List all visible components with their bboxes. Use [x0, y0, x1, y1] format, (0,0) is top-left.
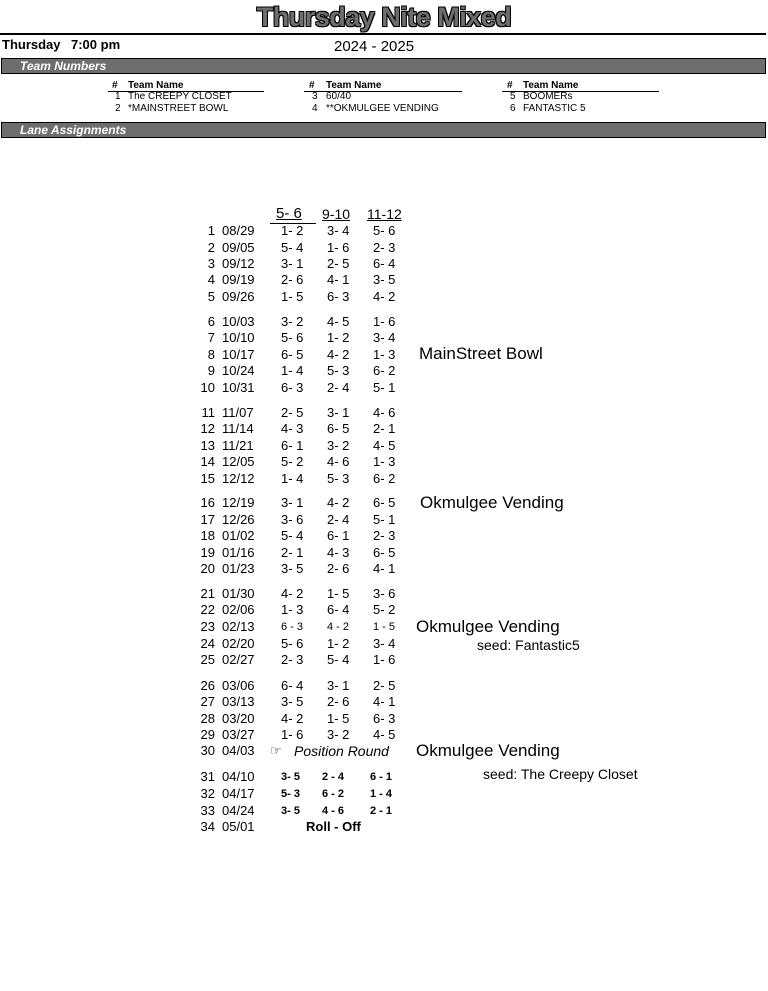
lane-assignments-bar: [1, 122, 766, 138]
team-name: BOOMERs: [523, 91, 573, 102]
lane-pairing: 1- 5: [327, 711, 350, 726]
pointing-hand-icon: ☞: [270, 743, 282, 758]
week-number: 5: [207, 289, 215, 304]
week-date: 04/03: [222, 743, 255, 758]
week-date: 03/27: [222, 727, 255, 742]
week-number: 3: [207, 256, 215, 271]
week-number: 24: [200, 636, 215, 651]
team-number: 4: [312, 103, 318, 114]
lane-pairing: 3- 6: [373, 586, 396, 601]
week-date: 10/03: [222, 314, 255, 329]
week-date: 12/05: [222, 454, 255, 469]
week-number: 22: [200, 602, 215, 617]
week-number: 1: [207, 223, 215, 238]
lane-pairing: 6- 4: [327, 602, 350, 617]
lane-pairing: 2- 1: [281, 545, 304, 560]
lane-pairing: 6- 5: [327, 421, 350, 436]
lane-pairing: 1- 6: [327, 240, 350, 255]
lane-pairing: 4- 2: [373, 289, 396, 304]
lane-pairing: 3- 2: [327, 727, 350, 742]
lane-pairing: 4 - 6: [322, 805, 345, 817]
lane-pairing: 4- 1: [373, 694, 396, 709]
week-number: 4: [207, 272, 215, 287]
lane-pairing: 5- 6: [373, 223, 396, 238]
week-date: 01/30: [222, 586, 255, 601]
week-date: 03/06: [222, 678, 255, 693]
lane-pairing: 3- 5: [281, 771, 300, 783]
week-number: 2: [207, 240, 215, 255]
team-name: *MAINSTREET BOWL: [128, 103, 229, 114]
lane-pairing: 4- 1: [327, 272, 350, 287]
league-time: 7:00 pm: [71, 37, 121, 52]
side-note: Okmulgee Vending: [420, 493, 564, 512]
lane-pairing: 4- 3: [327, 545, 350, 560]
lane-pairing: 6- 1: [281, 438, 304, 453]
week-number: 12: [200, 421, 215, 436]
lane-pairing: 6- 4: [281, 678, 304, 693]
week-date: 01/16: [222, 545, 255, 560]
lane-pairing: 5- 4: [281, 240, 304, 255]
lane-pairing: 6- 3: [327, 289, 350, 304]
seed-note: seed: The Creepy Closet: [483, 766, 638, 782]
week-date: 08/29: [222, 223, 255, 238]
week-number: 30: [200, 743, 215, 758]
lane-pairing: 3- 4: [327, 223, 350, 238]
week-number: 20: [200, 561, 215, 576]
week-number: 16: [200, 495, 215, 510]
lane-pairing: 3- 1: [327, 678, 350, 693]
week-date: 10/31: [222, 380, 255, 395]
week-number: 23: [200, 619, 215, 634]
team-number: 2: [115, 103, 121, 114]
week-number: 8: [207, 347, 215, 362]
header-rule: [0, 33, 766, 35]
week-date: 11/07: [222, 405, 254, 420]
team-number: 3: [312, 91, 318, 102]
lane-header: 11-12: [367, 206, 402, 222]
week-date: 09/12: [222, 256, 255, 271]
team-num-header: #: [507, 80, 513, 91]
team-number: 5: [510, 91, 516, 102]
lane-pairing: 2- 6: [327, 694, 350, 709]
lane-pairing: 6- 4: [373, 256, 396, 271]
lane-pairing: 5- 3: [327, 471, 350, 486]
lane-pairing: 1- 4: [281, 363, 304, 378]
lane-pairing: 3- 5: [281, 694, 304, 709]
week-number: 28: [200, 711, 215, 726]
week-number: 14: [200, 454, 215, 469]
lane-pairing: 1- 3: [281, 602, 304, 617]
week-date: 02/06: [222, 602, 255, 617]
week-date: 12/26: [222, 512, 255, 527]
week-date: 10/10: [222, 330, 255, 345]
side-note: Okmulgee Vending: [416, 741, 560, 760]
lane-pairing: 1- 3: [373, 347, 396, 362]
week-number: 7: [207, 330, 215, 345]
lane-pairing: 1- 4: [281, 471, 304, 486]
lane-pairing: 4- 2: [281, 586, 304, 601]
week-date: 05/01: [222, 819, 255, 834]
week-date: 02/13: [222, 619, 255, 634]
lane-pairing: 5- 1: [373, 512, 396, 527]
week-number: 27: [200, 694, 215, 709]
lane-pairing: 3- 5: [281, 561, 304, 576]
lane-pairing: 5- 2: [281, 454, 304, 469]
lane-pairing: 1- 5: [281, 289, 304, 304]
team-number: 1: [115, 91, 121, 102]
team-numbers-heading: Team Numbers: [20, 59, 107, 73]
week-date: 09/05: [222, 240, 255, 255]
lane-pairing: 2- 5: [327, 256, 350, 271]
lane-pairing: 5- 2: [373, 602, 396, 617]
week-number: 9: [207, 363, 215, 378]
lane-pairing: 2- 4: [327, 512, 350, 527]
lane-pairing: 1- 6: [373, 652, 396, 667]
lane-pairing: 2- 3: [373, 240, 396, 255]
team-numbers-bar: [1, 58, 766, 74]
lane-pairing: 4- 2: [281, 711, 304, 726]
lane-pairing: 5- 6: [281, 330, 304, 345]
week-date: 02/27: [222, 652, 255, 667]
seed-note: seed: Fantastic5: [477, 637, 580, 653]
week-number: 13: [200, 438, 215, 453]
week-number: 32: [200, 786, 215, 801]
week-number: 11: [201, 405, 215, 420]
week-number: 15: [200, 471, 215, 486]
week-date: 04/24: [222, 803, 255, 818]
week-number: 21: [200, 586, 215, 601]
lane-header: 5- 6: [276, 205, 302, 222]
lane-pairing: 4- 5: [327, 314, 350, 329]
lane-pairing: 2 - 1: [370, 805, 393, 817]
team-name: FANTASTIC 5: [523, 103, 586, 114]
lane-pairing: 6- 2: [373, 471, 396, 486]
team-name-header: Team Name: [326, 80, 382, 91]
lane-pairing: 1- 2: [281, 223, 304, 238]
lane-pairing: 1- 5: [327, 586, 350, 601]
lane-pairing: 6 - 2: [322, 788, 345, 800]
lane-pairing: 3- 4: [373, 636, 396, 651]
week-number: 33: [200, 803, 215, 818]
week-date: 11/21: [222, 438, 254, 453]
week-date: 10/24: [222, 363, 255, 378]
team-name: 60/40: [326, 91, 352, 102]
side-note: MainStreet Bowl: [419, 344, 543, 363]
team-name: The CREEPY CLOSET: [128, 91, 232, 102]
week-date: 02/20: [222, 636, 255, 651]
lane-pairing: 6- 1: [327, 528, 350, 543]
lane-pairing: 5- 3: [327, 363, 350, 378]
week-number: 17: [200, 512, 215, 527]
lane-pairing: 4- 5: [373, 438, 396, 453]
week-number: 31: [200, 769, 215, 784]
lane-pairing: 2- 5: [373, 678, 396, 693]
lane-pairing: 6- 5: [281, 347, 304, 362]
lane-pairing: 1- 6: [281, 727, 304, 742]
week-number: 29: [200, 727, 215, 742]
lane-pairing: 4- 1: [373, 561, 396, 576]
week-date: 03/20: [222, 711, 255, 726]
lane-pairing: 5- 4: [327, 652, 350, 667]
lane-pairing: 2- 6: [281, 272, 304, 287]
lane-pairing: 2 - 4: [322, 771, 345, 783]
lane-pairing: 4- 2: [327, 495, 350, 510]
lane-pairing: 5- 3: [281, 788, 300, 800]
lane-pairing: 2- 3: [281, 652, 304, 667]
week-number: 26: [200, 678, 215, 693]
lane-pairing: 3- 6: [281, 512, 304, 527]
lane-pairing: 6 - 1: [370, 771, 393, 783]
week-number: 6: [207, 314, 215, 329]
lane-pairing: 4- 5: [373, 727, 396, 742]
lane-header: 9-10: [322, 206, 351, 222]
lane-pairing: 6- 3: [281, 380, 304, 395]
lane-pairing: 3- 1: [281, 256, 304, 271]
lane-pairing: 4- 3: [281, 421, 304, 436]
lane-pairing: 6- 2: [373, 363, 396, 378]
league-title: Thursday Nite Mixed: [256, 2, 512, 32]
lane-pairing: 6- 5: [373, 545, 396, 560]
week-number: 19: [200, 545, 215, 560]
week-date: 01/02: [222, 528, 255, 543]
team-name: **OKMULGEE VENDING: [326, 103, 439, 114]
team-num-header: #: [112, 80, 118, 91]
lane-pairing: 2- 3: [373, 528, 396, 543]
lane-pairing: 5- 4: [281, 528, 304, 543]
lane-pairing: 1 - 5: [373, 621, 396, 633]
lane-pairing: 3- 5: [281, 805, 300, 817]
lane-pairing: 1- 2: [327, 636, 350, 651]
season-label: 2024 - 2025: [334, 38, 415, 55]
week-date: 09/26: [222, 289, 255, 304]
lane-pairing: 5- 1: [373, 380, 396, 395]
lane-pairing: 3- 2: [327, 438, 350, 453]
week-number: 10: [200, 380, 215, 395]
lane-pairing: 1- 2: [327, 330, 350, 345]
team-number: 6: [510, 103, 516, 114]
lane-pairing: 3- 4: [373, 330, 396, 345]
lane-pairing: 4- 2: [327, 347, 350, 362]
lane-pairing: 6- 5: [373, 495, 396, 510]
lane-assignments-heading: Lane Assignments: [20, 123, 127, 137]
week-date: 04/10: [222, 769, 255, 784]
week-number: 34: [200, 819, 215, 834]
lane-pairing: 2- 5: [281, 405, 304, 420]
team-name-header: Team Name: [523, 80, 579, 91]
lane-pairing: 1 - 4: [370, 788, 393, 800]
week-date: 03/13: [222, 694, 255, 709]
league-day: Thursday: [2, 37, 61, 52]
lane-pairing: 1- 3: [373, 454, 396, 469]
lane-pairing: 6- 3: [373, 711, 396, 726]
week-date: 01/23: [222, 561, 255, 576]
team-name-header: Team Name: [128, 80, 184, 91]
lane-pairing: 5- 6: [281, 636, 304, 651]
lane-pairing: 2- 1: [373, 421, 396, 436]
week-date: 12/19: [222, 495, 255, 510]
lane-pairing: 4- 6: [373, 405, 396, 420]
week-number: 18: [200, 528, 215, 543]
team-num-header: #: [309, 80, 315, 91]
side-note: Okmulgee Vending: [416, 617, 560, 636]
lane-pairing: 3- 1: [281, 495, 304, 510]
week-date: 11/14: [222, 421, 254, 436]
week-number: 25: [200, 652, 215, 667]
lane-pairing: 6 - 3: [281, 621, 304, 633]
lane-pairing: 3- 5: [373, 272, 396, 287]
lane-pairing: 4- 6: [327, 454, 350, 469]
roll-off-note: Roll - Off: [306, 819, 361, 834]
week-date: 04/17: [222, 786, 255, 801]
lane-pairing: 4 - 2: [327, 621, 350, 633]
week-date: 12/12: [222, 471, 255, 486]
week-date: 09/19: [222, 272, 255, 287]
position-round-note: Position Round: [294, 743, 389, 759]
lane-pairing: 3- 1: [327, 405, 350, 420]
lane-pairing: 2- 4: [327, 380, 350, 395]
lane-pairing: 1- 6: [373, 314, 396, 329]
week-date: 10/17: [222, 347, 255, 362]
lane-pairing: 3- 2: [281, 314, 304, 329]
lane-pairing: 2- 6: [327, 561, 350, 576]
